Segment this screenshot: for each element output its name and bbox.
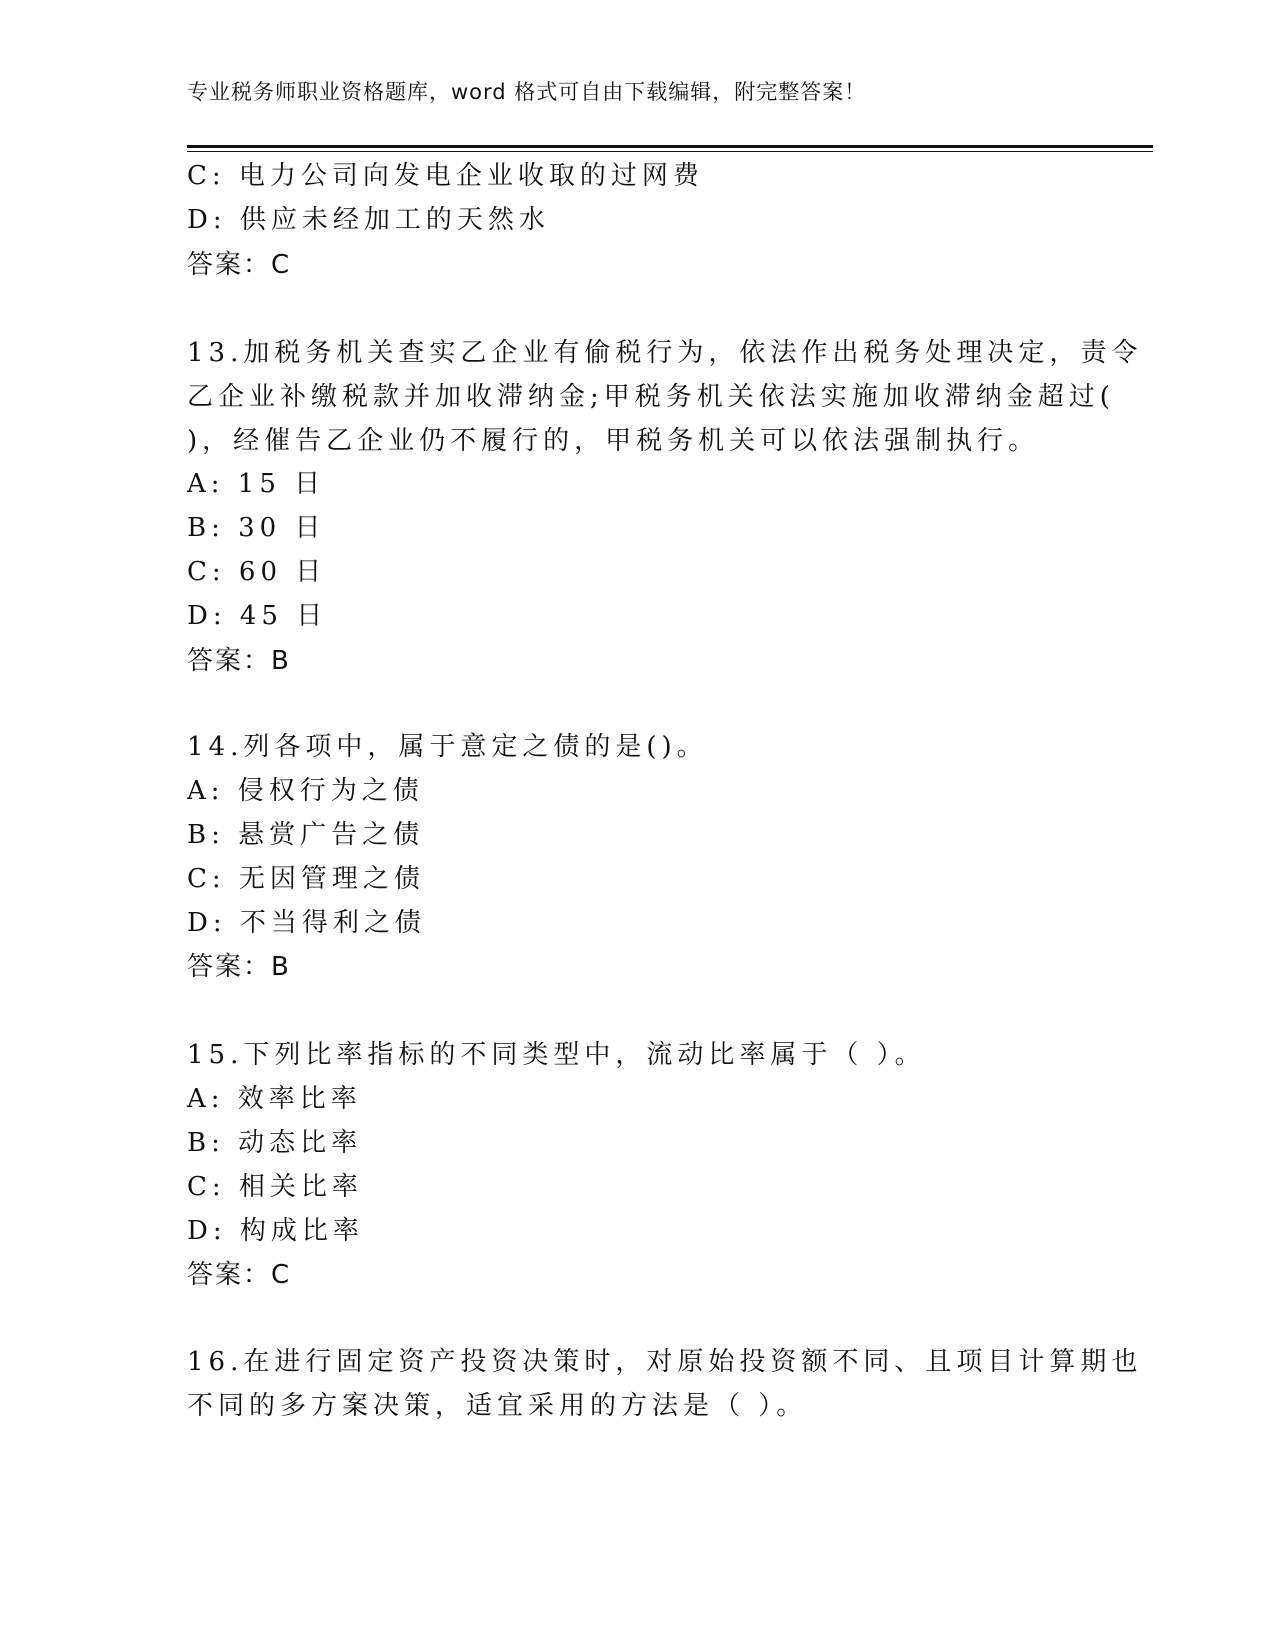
q15-option-c: C: 相关比率 — [187, 1172, 363, 1202]
q14-option-a: A: 侵权行为之债 — [187, 776, 424, 806]
q12-answer: 答案：C — [187, 250, 292, 280]
q15-option-d: D: 构成比率 — [187, 1216, 364, 1246]
q13-option-c: C: 60 日 — [187, 557, 327, 587]
q15-option-a: A: 效率比率 — [187, 1084, 362, 1114]
q13-option-a: A: 15 日 — [187, 469, 326, 499]
q13-option-b: B: 30 日 — [187, 513, 326, 543]
q14-option-b: B: 悬赏广告之债 — [187, 820, 425, 850]
q14-option-d: D: 不当得利之债 — [187, 908, 426, 938]
q13-option-d: D: 45 日 — [187, 601, 328, 631]
page-header: 专业税务师职业资格题库，word 格式可自由下载编辑，附完整答案！ — [187, 80, 867, 104]
q12-option-c: C: 电力公司向发电企业收取的过网费 — [187, 161, 704, 191]
q15-option-b: B: 动态比率 — [187, 1128, 363, 1158]
q14-option-c: C: 无因管理之债 — [187, 864, 425, 894]
q16-stem-line1: 16.在进行固定资产投资决策时，对原始投资额不同、且项目计算期也 — [187, 1347, 1143, 1377]
q13-stem-line3: )，经催告乙企业仍不履行的，甲税务机关可以依法强制执行。 — [187, 426, 1040, 456]
q14-answer: 答案：B — [187, 952, 291, 982]
q12-option-d: D: 供应未经加工的天然水 — [187, 205, 550, 235]
header-rule-thin — [187, 151, 1153, 152]
q15-stem: 15.下列比率指标的不同类型中，流动比率属于（ ）。 — [187, 1040, 926, 1070]
q13-stem-line1: 13.加税务机关查实乙企业有偷税行为，依法作出税务处理决定，责令 — [187, 338, 1143, 368]
q13-stem-line2: 乙企业补缴税款并加收滞纳金;甲税务机关依法实施加收滞纳金超过( — [187, 382, 1115, 412]
q14-stem: 14.列各项中，属于意定之债的是()。 — [187, 732, 708, 762]
header-rule-thick — [187, 145, 1153, 148]
q16-stem-line2: 不同的多方案决策，适宜采用的方法是（ ）。 — [187, 1391, 808, 1421]
q13-answer: 答案：B — [187, 646, 291, 676]
q15-answer: 答案：C — [187, 1260, 292, 1290]
